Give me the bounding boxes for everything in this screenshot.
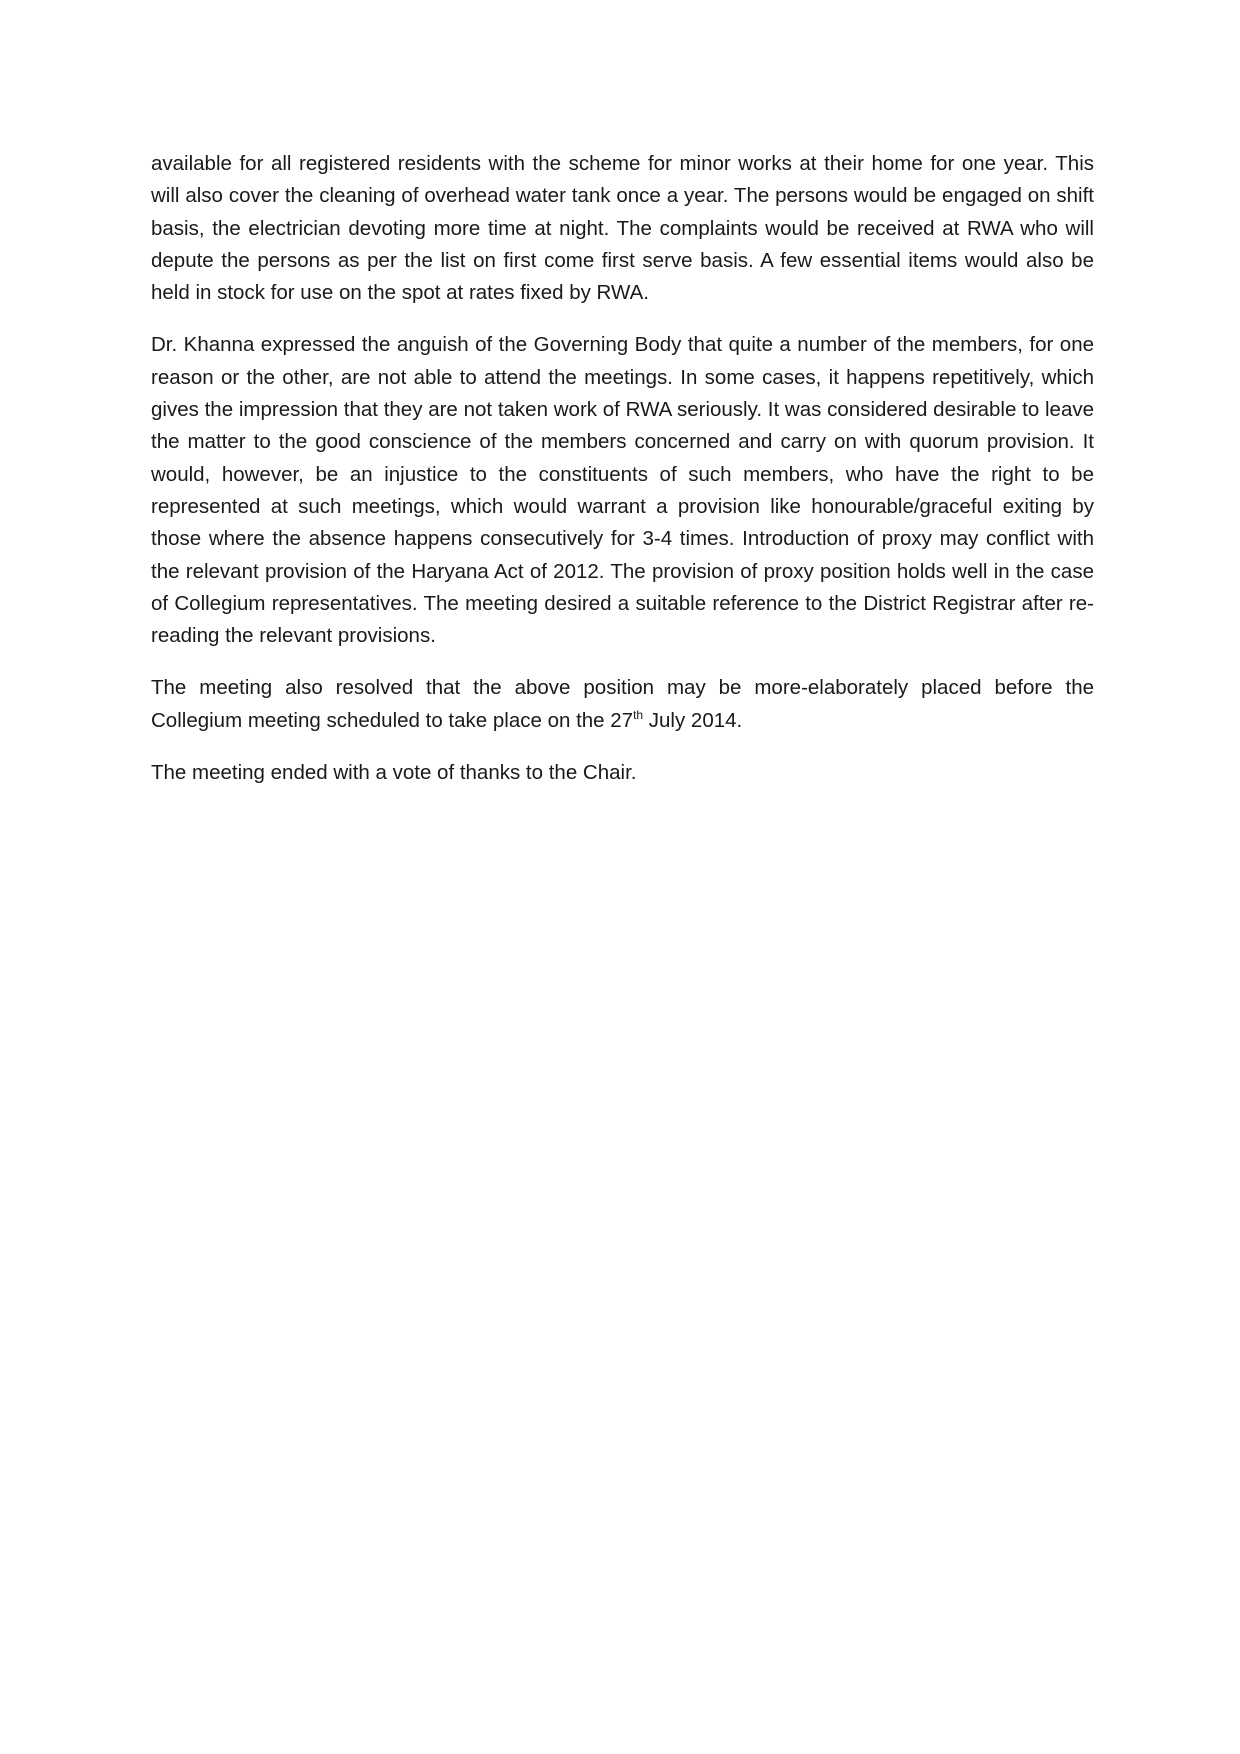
- paragraph-collegium-meeting: [151, 672, 1094, 737]
- collegium-text-before-date: The meeting also resolved that the above position may be more-elaborately placed before the Collegium meeting scheduled to take place on the 27: [151, 676, 1094, 732]
- date-ordinal-suffix: th: [633, 707, 644, 722]
- paragraph-closing: The meeting ended with a vote of thanks to the Chair.: [151, 761, 637, 785]
- document-body: [151, 148, 1094, 809]
- paragraph-maintenance-scheme: available for all registered residents with the scheme for minor works at their home for one year. This will also cover the cleaning of overhead water tank once a year. The persons would be engaged on shift basis, the electrician devoting more time at night. The complaints would be received at RWA who will depute the persons as per the list on first come first serve basis. A few essential items would also be held in stock for use on the spot at rates fixed by RWA.: [151, 152, 1094, 305]
- paragraph-attendance-concerns: Dr. Khanna expressed the anguish of the Governing Body that quite a number of the members, for one reason or the other, are not able to attend the meetings. In some cases, it happens repetitively, which gives the impression that they are not taken work of RWA seriously. It was considered desirable to leave the matter to the good conscience of the members concerned and carry on with quorum provision. It would, however, be an injustice to the constituents of such members, who have the right to be represented at such meetings, which would warrant a provision like honourable/graceful exiting by those where the absence happens consecutively for 3-4 times. Introduction of proxy may conflict with the relevant provision of the Haryana Act of 2012. The provision of proxy position holds well in the case of Collegium representatives. The meeting desired a suitable reference to the District Registrar after re-reading the relevant provisions.: [151, 333, 1094, 648]
- collegium-text-after-date: July 2014.: [643, 708, 743, 732]
